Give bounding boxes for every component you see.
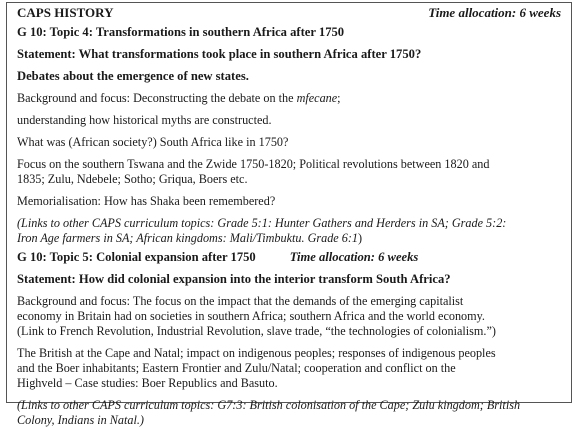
topic5-background: [17, 294, 561, 339]
topic4-debates: Debates about the emergence of new states.: [17, 69, 249, 83]
topic5-british: [17, 346, 561, 391]
topic4-memorialisation: Memorialisation: How has Shaka been remembered?: [17, 194, 276, 208]
topic5-heading: G 10: Topic 5: Colonial expansion after 1750: [17, 250, 256, 264]
topic4-background: [17, 91, 561, 106]
topic5-statement: Statement: How did colonial expansion into the interior transform South Africa?: [17, 272, 451, 286]
topic5-background-line1: Background and focus: The focus on the impact that the demands of the emerging capitalist: [17, 294, 464, 308]
topic4-focus-line1: Focus on the southern Tswana and the Zwide 1750-1820; Political revolutions between 1820 and: [17, 157, 490, 171]
topic5-links: [17, 398, 561, 428]
topic5-links-line1: (Links to other CAPS curriculum topics: G7:3: British colonisation of the Cape; Zulu kingdom; British: [17, 398, 521, 412]
topic4-links-line2-text: Iron Age farmers in SA; African kingdoms: Mali/Timbuktu. Grade 6:1: [17, 231, 358, 245]
curriculum-table: [6, 2, 572, 427]
topic4-links-line2: [17, 231, 561, 246]
topic4-links-line1: (Links to other CAPS curriculum topics: Grade 5:1: Hunter Gathers and Herders in SA; Grade 5:2:: [17, 216, 507, 230]
topic5-british-line1: The British at the Cape and Natal; impact on indigenous peoples; responses of indigenous peoples: [17, 346, 496, 360]
header-row: [17, 5, 561, 25]
topic4-background-suffix: ;: [337, 91, 341, 105]
topic4-heading: G 10: Topic 4: Transformations in southern Africa after 1750: [17, 25, 345, 39]
topic5-british-line2: and the Boer inhabitants; Eastern Frontier and Zulu/Natal; cooperation and conflict on the: [17, 361, 456, 375]
topic5-background-line2: economy in Britain had on societies in southern Africa; southern Africa and the world economy.: [17, 309, 485, 323]
time-allocation: Time allocation: 6 weeks: [428, 5, 561, 20]
topic4-focus-line2: 1835; Zulu, Ndebele; Sotho; Griqua, Boers etc.: [17, 172, 248, 186]
topic4-society-question: What was (African society?) South Africa like in 1750?: [17, 135, 289, 149]
topic5-background-line3: (Link to French Revolution, Industrial Revolution, slave trade, “the technologies of colonialism.”): [17, 324, 496, 338]
mfecane-term: mfecane: [296, 91, 338, 105]
document-title: CAPS HISTORY: [17, 5, 114, 20]
topic5-links-line2: Colony, Indians in Natal.): [17, 413, 144, 427]
topic5-heading-row: [17, 250, 561, 265]
topic4-background-prefix: Background and focus: Deconstructing the debate on the: [17, 91, 297, 105]
topic5-british-line3: Highveld – Case studies: Boer Republics and Basuto.: [17, 376, 278, 390]
topic4-focus: [17, 157, 561, 187]
topic4-statement: Statement: What transformations took place in southern Africa after 1750?: [17, 47, 422, 61]
topic4-links-line2-close: ): [358, 231, 363, 245]
topic5-time-allocation: Time allocation: 6 weeks: [289, 250, 419, 264]
topic4-understanding: understanding how historical myths are constructed.: [17, 113, 272, 127]
topic4-links: [17, 216, 561, 246]
